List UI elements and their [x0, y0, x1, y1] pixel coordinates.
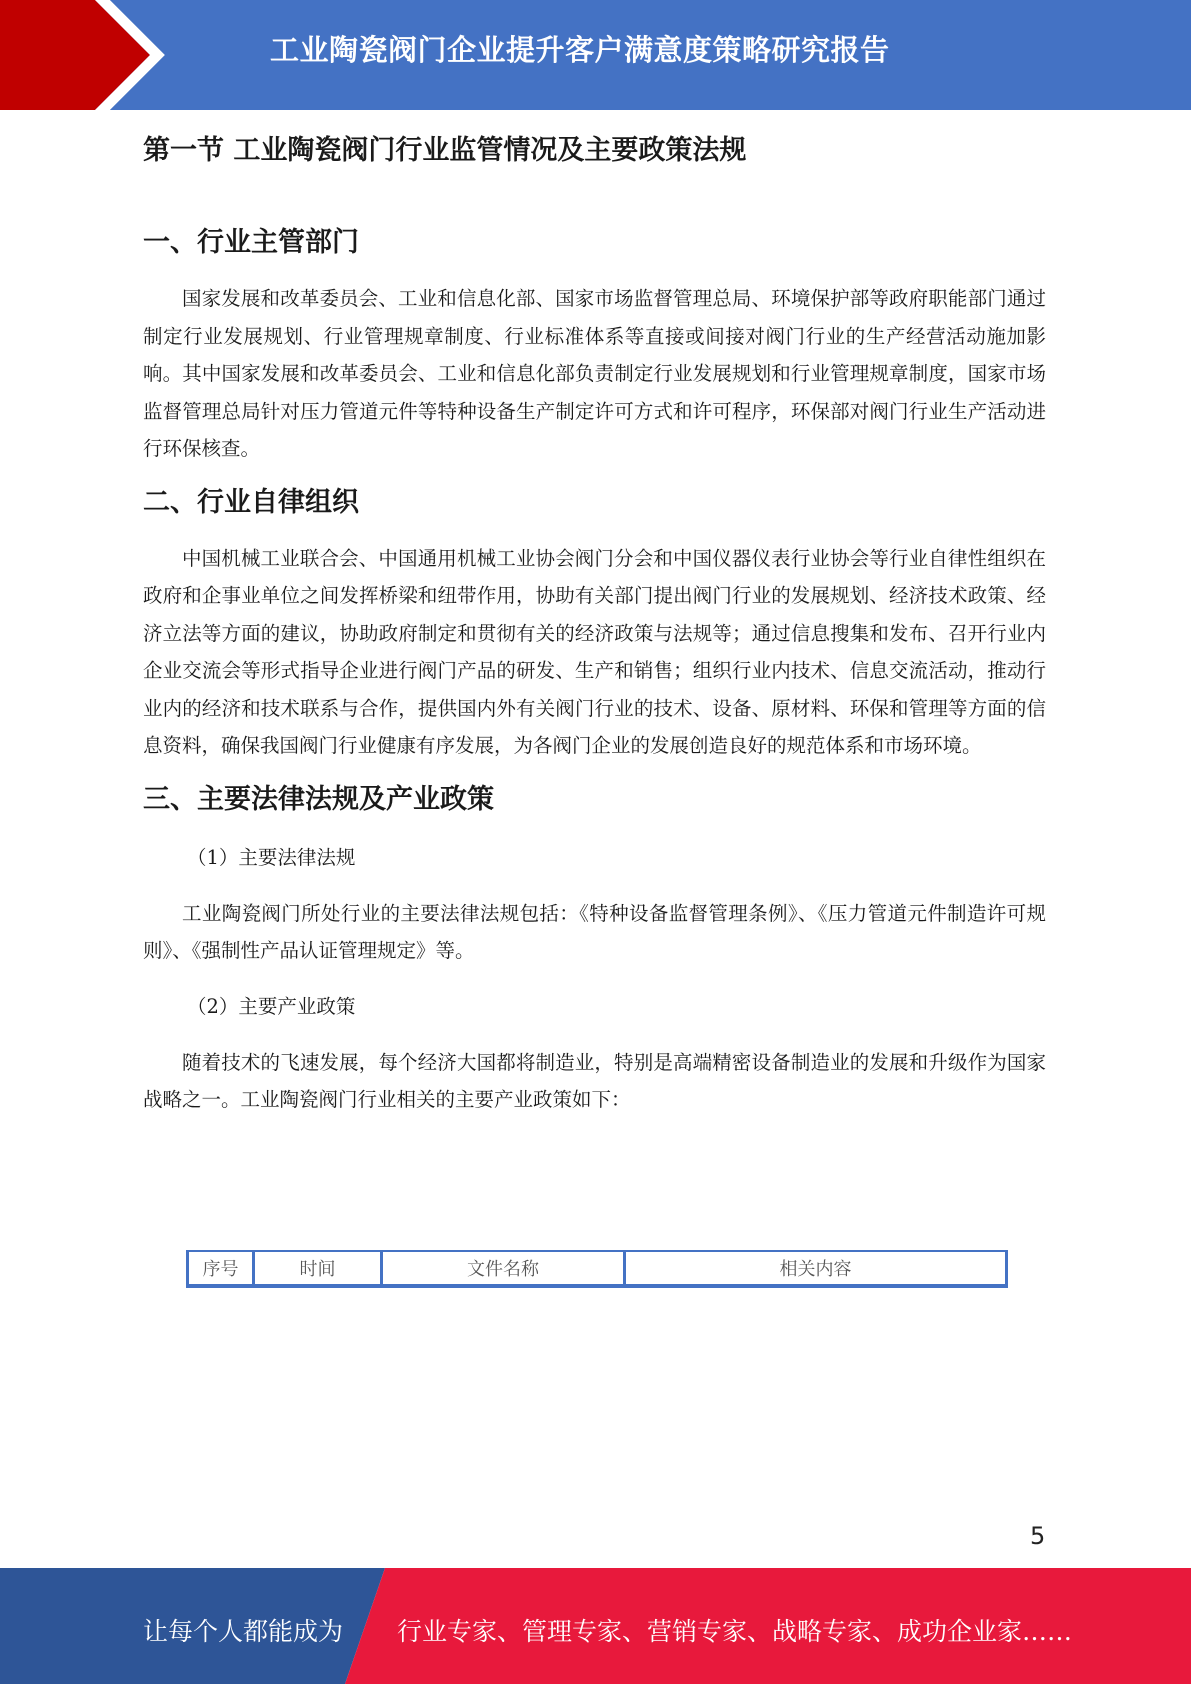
page-number: 5	[1030, 1522, 1046, 1550]
heading-laws-policies: 三、主要法律法规及产业政策	[143, 783, 494, 815]
subheading-laws: （1）主要法律法规	[187, 845, 356, 869]
paragraph-policies: 随着技术的飞速发展，每个经济大国都将制造业，特别是高端精密设备制造业的发展和升级作为国家战略之一。工业陶瓷阀门行业相关的主要产业政策如下：	[143, 1050, 1046, 1111]
heading-self-regulation: 二、行业自律组织	[143, 486, 359, 518]
policy-table-header	[186, 1250, 1008, 1288]
heading-authority: 一、行业主管部门	[143, 227, 359, 258]
page-footer	[0, 1568, 1191, 1684]
table-header-cell: 文件名称	[383, 1252, 626, 1284]
main-content	[143, 128, 1046, 1119]
paragraph-self-regulation: 中国机械工业联合会、中国通用机械工业协会阀门分会和中国仪器仪表行业协会等行业自律性组织在政府和企事业单位之间发挥桥梁和纽带作用，协助有关部门提出阀门行业的发展规划、经济技术政策、经济立法等方面的建议，协助政府制定和贯彻有关的经济政策与法规等；通过信息搜集和发布、召开行业内企业交流会等形式指导企业进行阀门产品的研发、生产和销售；组织行业内技术、信息交流活动，推动行业内的经济和技术联系与合作，提供国内外有关阀门行业的技术、设备、原材料、环保和管理等方面的信息资料，确保我国阀门行业健康有序发展，为各阀门企业的发展创造良好的规范体系和市场环境。	[143, 546, 1046, 757]
subheading-policies: （2）主要产业政策	[187, 994, 356, 1018]
paragraph-authority: 国家发展和改革委员会、工业和信息化部、国家市场监督管理总局、环境保护部等政府职能部门通过制定行业发展规划、行业管理规章制度、行业标准体系等直接或间接对阀门行业的生产经营活动施加影响。其中国家发展和改革委员会、工业和信息化部负责制定行业发展规划和行业管理规章制度，国家市场监督管理总局针对压力管道元件等特种设备生产制定许可方式和许可程序，环保部对阀门行业生产活动进行环保核查。	[143, 287, 1046, 460]
table-header-cell: 时间	[255, 1252, 383, 1284]
section-title: 第一节 工业陶瓷阀门行业监管情况及主要政策法规	[143, 135, 747, 166]
report-title: 工业陶瓷阀门企业提升客户满意度策略研究报告	[270, 33, 890, 67]
footer-slogan-left: 让每个人都能成为	[143, 1617, 344, 1646]
footer-slogan-right: 行业专家、管理专家、营销专家、战略专家、成功企业家……	[397, 1617, 1073, 1646]
table-header-cell: 序号	[189, 1252, 255, 1284]
paragraph-laws: 工业陶瓷阀门所处行业的主要法律法规包括：《特种设备监督管理条例》、《压力管道元件制造许可规则》、《强制性产品认证管理规定》等。	[143, 901, 1046, 962]
page-header	[0, 0, 1191, 110]
table-header-cell: 相关内容	[779, 1259, 852, 1280]
